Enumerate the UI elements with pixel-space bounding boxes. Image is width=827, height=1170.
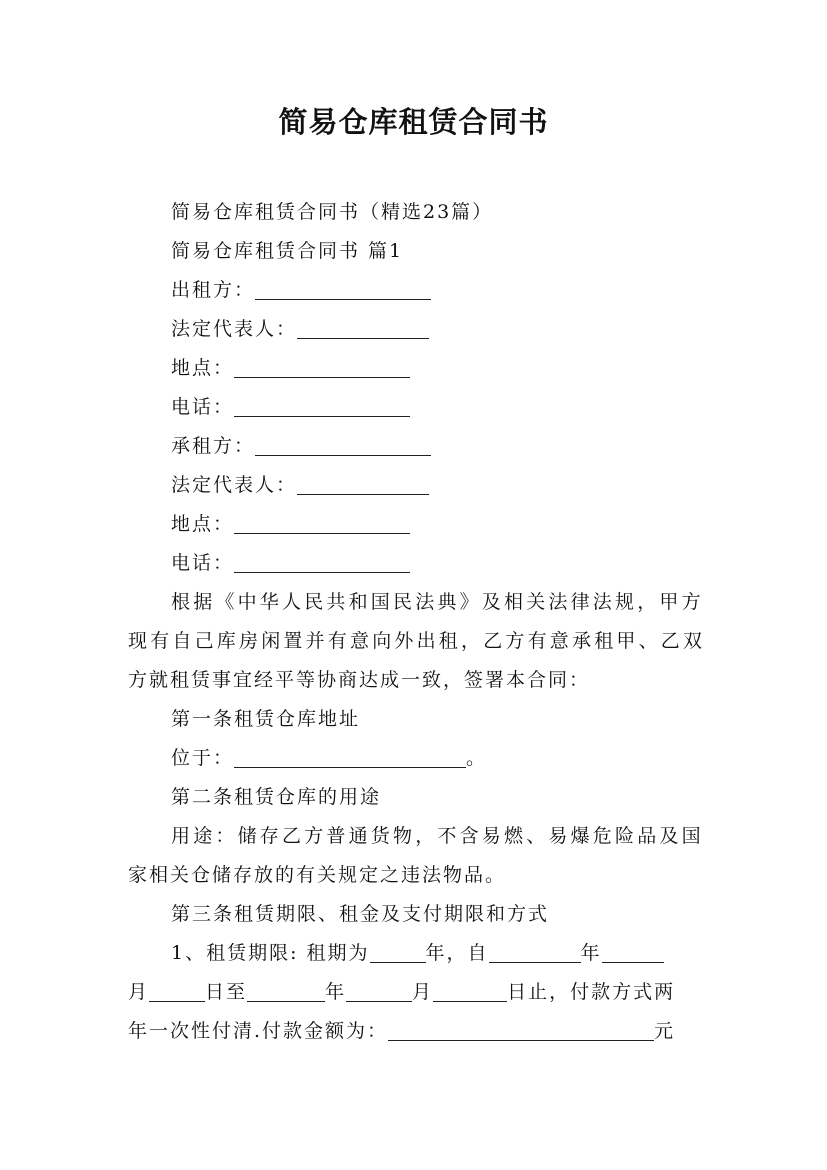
term-years-blank[interactable] [370, 936, 426, 963]
payment-amount-blank[interactable] [388, 1014, 654, 1041]
lessor-addr-blank[interactable] [234, 351, 410, 378]
start-year-blank[interactable] [489, 936, 581, 963]
month-label: 月 [412, 981, 434, 1003]
end-day-blank[interactable] [433, 975, 507, 1002]
lessee-tel-line [171, 544, 751, 582]
section-title: 简易仓库租赁合同书 篇1 [171, 240, 404, 262]
intro-line: 现有自己库房闲置并有意向外出租，乙方有意承租甲、乙双 [128, 630, 706, 652]
end-year-blank[interactable] [247, 975, 325, 1002]
article1-heading: 第一条租赁仓库地址 [171, 708, 361, 730]
article3-line1 [171, 934, 751, 972]
lessor-label: 出租方： [171, 279, 256, 301]
lessor-tel-line [171, 388, 751, 426]
start-month-blank[interactable] [602, 936, 664, 963]
lessee-blank[interactable] [255, 429, 431, 456]
lessor-addr-label: 地点： [171, 357, 235, 379]
article3-line2 [128, 973, 708, 1011]
lessee-tel-blank[interactable] [234, 546, 410, 573]
lessor-rep-label: 法定代表人： [171, 318, 298, 340]
location-end: 。 [466, 747, 488, 769]
lessee-rep-line [171, 466, 751, 504]
lessee-rep-blank[interactable] [297, 468, 429, 495]
intro-line: 方就租赁事宜经平等协商达成一致，签署本合同： [128, 669, 591, 691]
year-label: 年 [580, 942, 602, 964]
article3-heading: 第三条租赁期限、租金及支付期限和方式 [171, 903, 550, 925]
lease-from-label: 年，自 [425, 942, 489, 964]
article2-line: 用途：储存乙方普通货物，不含易燃、易爆危险品及国 [171, 825, 704, 847]
lessor-tel-label: 电话： [171, 396, 235, 418]
month-label: 月 [128, 981, 150, 1003]
day-to-label: 日至 [205, 981, 248, 1003]
location-label: 位于： [171, 747, 235, 769]
article2-line: 家相关仓储存放的有关规定之违法物品。 [128, 864, 507, 886]
lessor-blank[interactable] [255, 273, 431, 300]
start-day-blank[interactable] [149, 975, 205, 1002]
lessor-tel-blank[interactable] [234, 390, 410, 417]
payment-amount-label: 年一次性付清.付款金额为： [128, 1020, 389, 1042]
lessee-rep-label: 法定代表人： [171, 474, 298, 496]
lessee-line [171, 427, 751, 465]
article3-line3 [128, 1012, 708, 1050]
lessee-addr-line [171, 505, 751, 543]
lessee-addr-label: 地点： [171, 513, 235, 535]
intro-line: 根据《中华人民共和国民法典》及相关法律法规，甲方 [171, 591, 704, 613]
location-blank[interactable] [234, 741, 466, 768]
document-subtitle: 简易仓库租赁合同书（精选23篇） [171, 201, 494, 223]
document-title: 简易仓库租赁合同书 [278, 105, 549, 139]
lessee-tel-label: 电话： [171, 552, 235, 574]
article2-heading: 第二条租赁仓库的用途 [171, 786, 382, 808]
currency-unit: 元 [654, 1020, 676, 1042]
lessor-line [171, 271, 751, 309]
lease-term-label: 1、租赁期限: 租期为 [171, 942, 370, 964]
lessee-addr-blank[interactable] [234, 507, 410, 534]
lessor-rep-line [171, 310, 751, 348]
lessor-rep-blank[interactable] [297, 312, 429, 339]
payment-method-text: 日止，付款方式两 [507, 981, 676, 1003]
lessee-label: 承租方： [171, 435, 256, 457]
end-month-blank[interactable] [346, 975, 412, 1002]
article1-location-line [171, 739, 751, 777]
year-label: 年 [325, 981, 347, 1003]
lessor-addr-line [171, 349, 751, 387]
